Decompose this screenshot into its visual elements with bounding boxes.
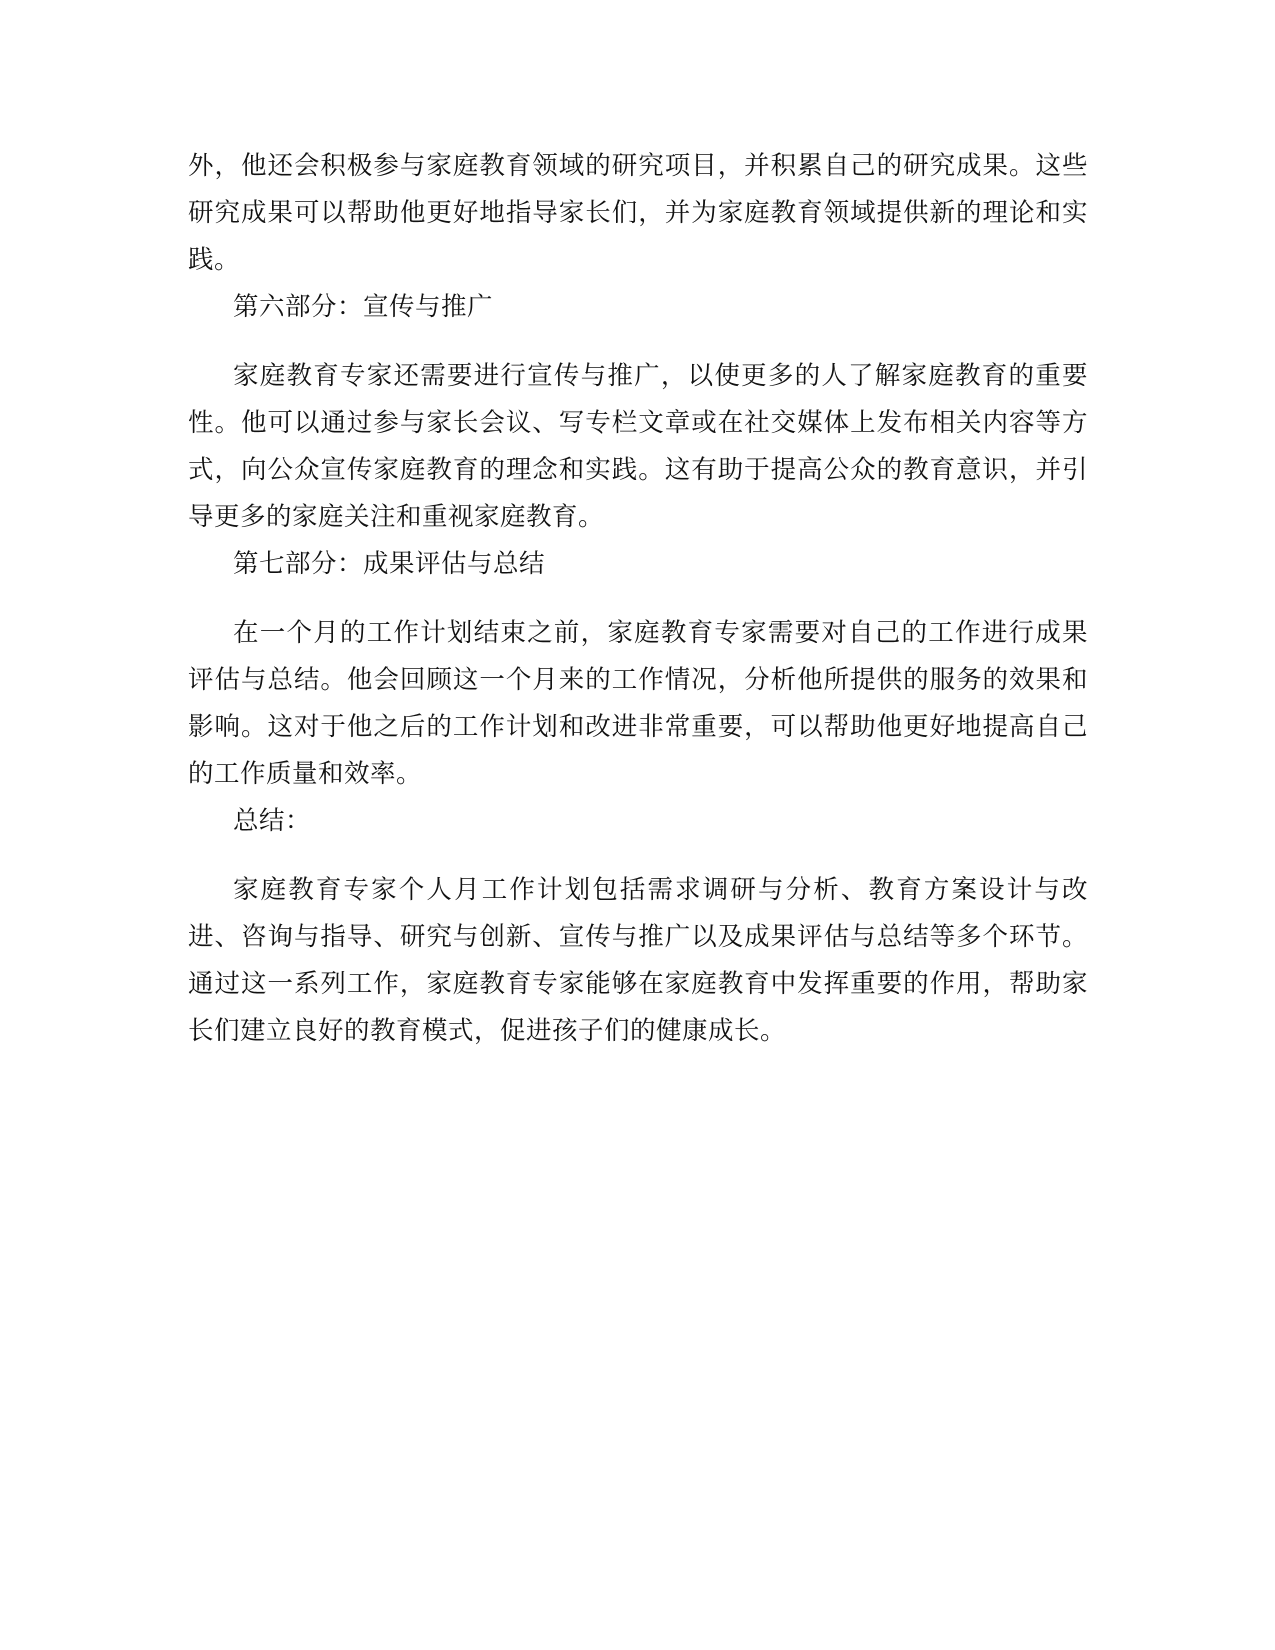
paragraph-conclusion: 家庭教育专家个人月工作计划包括需求调研与分析、教育方案设计与改进、咨询与指导、研究与创新、宣传与推广以及成果评估与总结等多个环节。通过这一系列工作，家庭教育专家能够在家庭教育中发挥重要的作用，帮助家长们建立良好的教育模式，促进孩子们的健康成长。 (188, 875, 1088, 1046)
section-heading-summary: 总结： (233, 806, 312, 836)
paragraph-research-continuation: 外，他还会积极参与家庭教育领域的研究项目，并积累自己的研究成果。这些研究成果可以帮助他更好地指导家长们，并为家庭教育领域提供新的理论和实践。 (188, 151, 1088, 275)
document-body (188, 143, 1088, 1055)
paragraph-evaluation-summary: 在一个月的工作计划结束之前，家庭教育专家需要对自己的工作进行成果评估与总结。他会回顾这一个月来的工作情况，分析他所提供的服务的效果和影响。这对于他之后的工作计划和改进非常重要，可以帮助他更好地提高自己的工作质量和效率。 (188, 618, 1088, 789)
section-heading-part-six: 第六部分：宣传与推广 (233, 292, 494, 322)
section-heading-part-seven: 第七部分：成果评估与总结 (233, 549, 546, 579)
paragraph-publicity-promotion: 家庭教育专家还需要进行宣传与推广，以使更多的人了解家庭教育的重要性。他可以通过参与家长会议、写专栏文章或在社交媒体上发布相关内容等方式，向公众宣传家庭教育的理念和实践。这有助于提高公众的教育意识，并引导更多的家庭关注和重视家庭教育。 (188, 361, 1088, 532)
